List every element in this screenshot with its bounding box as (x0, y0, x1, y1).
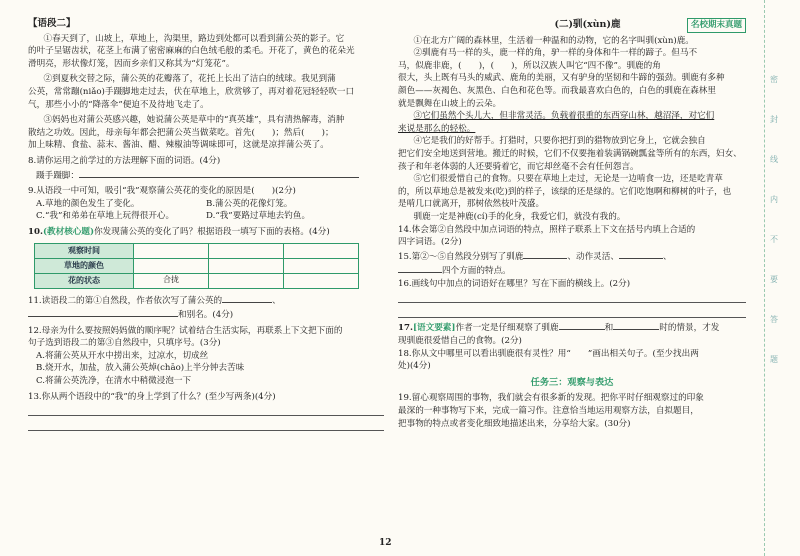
text-line: 颜色——灰褐色、灰黑色、白色和花色等。而我最喜欢白色的，白色的驯鹿在森林里 (398, 85, 716, 96)
question-text: 处)(4分) (398, 361, 431, 372)
paragraph-4 (398, 135, 746, 173)
table-cell[interactable] (284, 273, 359, 288)
paragraph-3 (398, 110, 746, 135)
question-text: 最深的一种事物写下来，完成一篇习作。注意恰当地运用观察方法，自拟题目， (398, 406, 699, 417)
seal-char: 线 (770, 155, 778, 164)
section-title: 【语段二】 (28, 18, 76, 29)
seal-char: 答 (770, 315, 778, 324)
right-page (398, 0, 746, 556)
text-line: 的叶子呈锯齿状，花茎上布满了密密麻麻的白色绒毛般的柔毛。开花了，黄色的花朵光 (28, 46, 355, 57)
question-text: 和别名。(4分) (178, 310, 234, 321)
seal-char: 密 (770, 75, 778, 84)
answer-blank[interactable] (28, 307, 178, 317)
question-17: 17.[语文要素]作者一定是仔细观察了驯鹿 和 时的情景，才发 现驯鹿很爱惜自己的食物。(2分) (398, 320, 746, 347)
option-d[interactable]: D.“我”要路过草地去钓鱼。 (206, 211, 311, 222)
question-text: 句子选到语段二的第③自然段中，只填序号。(3分) (28, 338, 221, 349)
seal-char: 要 (770, 275, 778, 284)
text-line: 就是飘舞在山坡上的云朵。 (398, 98, 502, 109)
answer-blank[interactable] (222, 293, 272, 303)
element-tag: [语文要素] (412, 323, 456, 334)
question-text: 时的情景，才发 (659, 323, 720, 334)
underlined-sentence: 来说是那么的轻松。 (398, 123, 476, 134)
question-text: 作者一定是仔细观察了驯鹿 (455, 323, 559, 334)
question-14 (398, 224, 746, 249)
seal-char: 不 (770, 235, 778, 244)
answer-line[interactable] (28, 403, 384, 416)
question-text: 11.读语段二的第①自然段，作者依次写了蒲公英的 (28, 295, 223, 306)
observation-table (34, 243, 359, 289)
question-19 (398, 392, 746, 430)
table-cell[interactable] (209, 273, 284, 288)
left-column (28, 18, 384, 433)
question-text: 8.请你运用之前学过的方法理解下面的词语。(4分) (28, 155, 221, 166)
text-line: 是啃几口就离开，那树依然枝叶茂盛。 (398, 199, 545, 210)
seal-text (770, 60, 782, 380)
right-column (398, 18, 746, 430)
answer-blank[interactable] (559, 320, 605, 330)
answer-line[interactable] (28, 418, 384, 431)
task-heading: 任务三：观察与表达 (530, 376, 614, 388)
paragraph-1 (398, 35, 746, 48)
question-text: 四字词语。(2分) (398, 237, 462, 248)
separator: 、 (662, 251, 672, 262)
option-b[interactable]: B.蒲公英的花像灯笼。 (206, 198, 293, 209)
text-line: 马，似鹿非鹿，( )，( )，所以汉族人叫它“四不像”。驯鹿的角 (398, 60, 661, 71)
text-line: 孩子和年老体弱的人还要骑着它，而它却丝毫不会有任何怨言。 (398, 161, 639, 172)
table-cell[interactable] (209, 243, 284, 258)
question-text: 14.体会第②自然段中加点词语的特点，照样子联系上下文在括号内填上合适的 (398, 224, 696, 235)
text-line: ③妈妈也对蒲公英感兴趣，她说蒲公英是草中的“真英雄”，具有清热解毒，消肿 (43, 115, 345, 126)
question-text: 四个方面的特点。 (442, 266, 511, 277)
answer-line[interactable] (398, 305, 746, 318)
separator: 、 (272, 295, 281, 306)
text-line: ①在北方广阔的森林里，生活着一种温和的动物，它的名字叫驯(xùn)鹿。 (413, 35, 694, 46)
text-line: 加上味精、食盐、蒜末、酱油、醋、辣椒油等调味即可，这就是凉拌蒲公英了。 (28, 140, 329, 151)
table-cell[interactable] (134, 258, 209, 273)
text-line: 的，所以草地总是被发来(吃)到的样子，该绿的还是绿的。它们吃饱啊和柳树的叶子，也 (398, 186, 732, 197)
paragraph-2 (398, 47, 746, 110)
question-text: 现驯鹿很爱惜自己的食物。(2分) (398, 336, 522, 347)
table-cell[interactable] (284, 243, 359, 258)
underlined-sentence: ③它们虽然个头儿大，但非常灵活。负载着很重的东西穿山林，越沼泽，对它们 (413, 111, 715, 122)
question-10: 10.(教材核心题)你发现蒲公英的变化了吗？根据语段一填写下面的表格。(4分) 观察时间 草地的颜色 花的状态 合拢 (28, 226, 384, 289)
row-header: 花的状态 (35, 273, 134, 288)
answer-blank[interactable] (613, 320, 659, 330)
row-header: 观察时间 (35, 243, 134, 258)
answer-line[interactable] (398, 290, 746, 303)
answer-blank[interactable] (619, 249, 663, 259)
text-line: ②到夏秋交替之际，蒲公英的花瓣落了，花托上长出了洁白的绒球。我见到蒲 (43, 74, 336, 85)
question-text: 你发现蒲公英的变化了吗？根据语段一填写下面的表格。(4分) (94, 226, 330, 237)
question-text: 12.母亲为什么要按照妈妈做的顺序呢？试着结合生活实际，再联系上下文把下面的 (28, 325, 343, 336)
question-text: 15.第②～⑤自然段分别写了驯鹿 (398, 251, 524, 262)
table-cell[interactable] (134, 243, 209, 258)
text-line: ⑤它们很爱惜自己的食物。只要在草地上走过，无论是一边啃食一边，还是吃青草 (413, 174, 723, 185)
option-c[interactable]: C.“我”和弟弟在草地上玩得很开心。 (36, 211, 175, 222)
question-text: 把事物的特点或者变化细致地描述出来，分享给大家。(30分) (398, 418, 631, 429)
term-label: 蹑手蹑脚： (36, 170, 79, 181)
table-cell[interactable] (284, 258, 359, 273)
answer-blank[interactable] (523, 249, 567, 259)
core-tag: (教材核心题) (42, 226, 95, 237)
question-text: 16.画线句中加点的词语好在哪里？写在下面的横线上。(2分) (398, 278, 631, 289)
paragraph-6 (398, 211, 746, 224)
question-9 (28, 185, 384, 223)
seal-char: 内 (770, 195, 778, 204)
answer-blank[interactable] (79, 168, 359, 178)
paragraph-5 (398, 173, 746, 211)
option-b: B.烧开水，加盐，放入蒲公英焯(chāo)上半分钟去苦味 (36, 363, 245, 374)
text-line: 公英，常常蹦(niǎo)手蹑脚地走过去，伏在草地上，欣赏够了，再对着花冠轻轻吹一口 (28, 86, 355, 97)
question-16 (398, 278, 746, 319)
paragraph-2 (28, 73, 384, 111)
text-line: ④它是我们的好帮手。打猎时，只要你把打到的猎物放到它身上，它就会独自 (413, 136, 706, 147)
answer-blank[interactable] (398, 263, 442, 273)
text-line: ①春天到了，山坡上，草地上，沟渠里，路边到处都可以看到蒲公英的影子。它 (43, 33, 345, 44)
seal-line (764, 0, 766, 556)
text-line: 很大，头上既有马头的威武、鹿角的美丽，又有驴身的坚韧和牛蹄的强劲。驯鹿有多种 (398, 73, 725, 84)
option-a[interactable]: A.草地的颜色发生了变化。 (36, 198, 140, 209)
table-cell: 合拢 (134, 273, 209, 288)
question-text: 、动作灵活、 (567, 251, 619, 262)
question-text: 19.留心观察周围的事物，我们就会有很多新的发现。把你平时仔细观察过的印象 (398, 393, 704, 404)
text-line: 气，那些小小的“降落伞”便迫不及待地飞走了。 (28, 99, 209, 110)
question-15 (398, 249, 746, 278)
question-8 (28, 155, 384, 182)
page-number: 12 (379, 538, 392, 548)
text-line: 驯鹿一定是神鹿(cí)手的化身，我爱它们，就没有我的。 (413, 211, 626, 222)
source-badge: 名校期末真题 (687, 18, 746, 33)
paragraph-3 (28, 114, 384, 152)
seal-char: 封 (770, 115, 778, 124)
question-text: 13.你从两个语段中的“我”的身上学到了什么？(至少写两条)(4分) (28, 391, 276, 402)
option-a: A.将蒲公英从开水中捞出来，过凉水，切成丝 (36, 350, 209, 361)
row-header: 草地的颜色 (35, 258, 134, 273)
question-text: 和 (604, 323, 614, 334)
option-c: C.将蒲公英洗净，在清水中稍微浸泡一下 (36, 376, 192, 387)
text-line: 散结之功效。因此，母亲每年都会把蒲公英当做菜吃。首先( )；然后( )； (28, 127, 334, 138)
text-line: 滑明亮，形状像灯笼，因而乡亲们又称其为“灯笼花”。 (28, 58, 235, 69)
seal-char: 题 (770, 355, 778, 364)
question-11 (28, 293, 384, 322)
question-12 (28, 325, 384, 388)
text-line: 把它们安全地送到营地。搬迁的时候，它们不仅要拖着装满锅碗瓢盆等所有的东西，妇女、 (398, 148, 742, 159)
question-text: 9.从语段一中可知，吸引“我”观察蒲公英花的变化的原因是( )(2分) (28, 186, 296, 197)
question-text: 18.你从文中哪里可以看出驯鹿很有灵性？用“ ”画出相关句子。(至少找出两 (398, 348, 699, 359)
table-cell[interactable] (209, 258, 284, 273)
question-18 (398, 348, 746, 373)
passage-title: (二)驯(xùn)鹿 (554, 19, 621, 30)
text-line: ②驯鹿有马一样的头，鹿一样的角，驴一样的身体和牛一样的蹄子。但马不 (413, 48, 698, 59)
paragraph-1 (28, 33, 384, 71)
left-page (0, 0, 392, 556)
question-13 (28, 391, 384, 432)
